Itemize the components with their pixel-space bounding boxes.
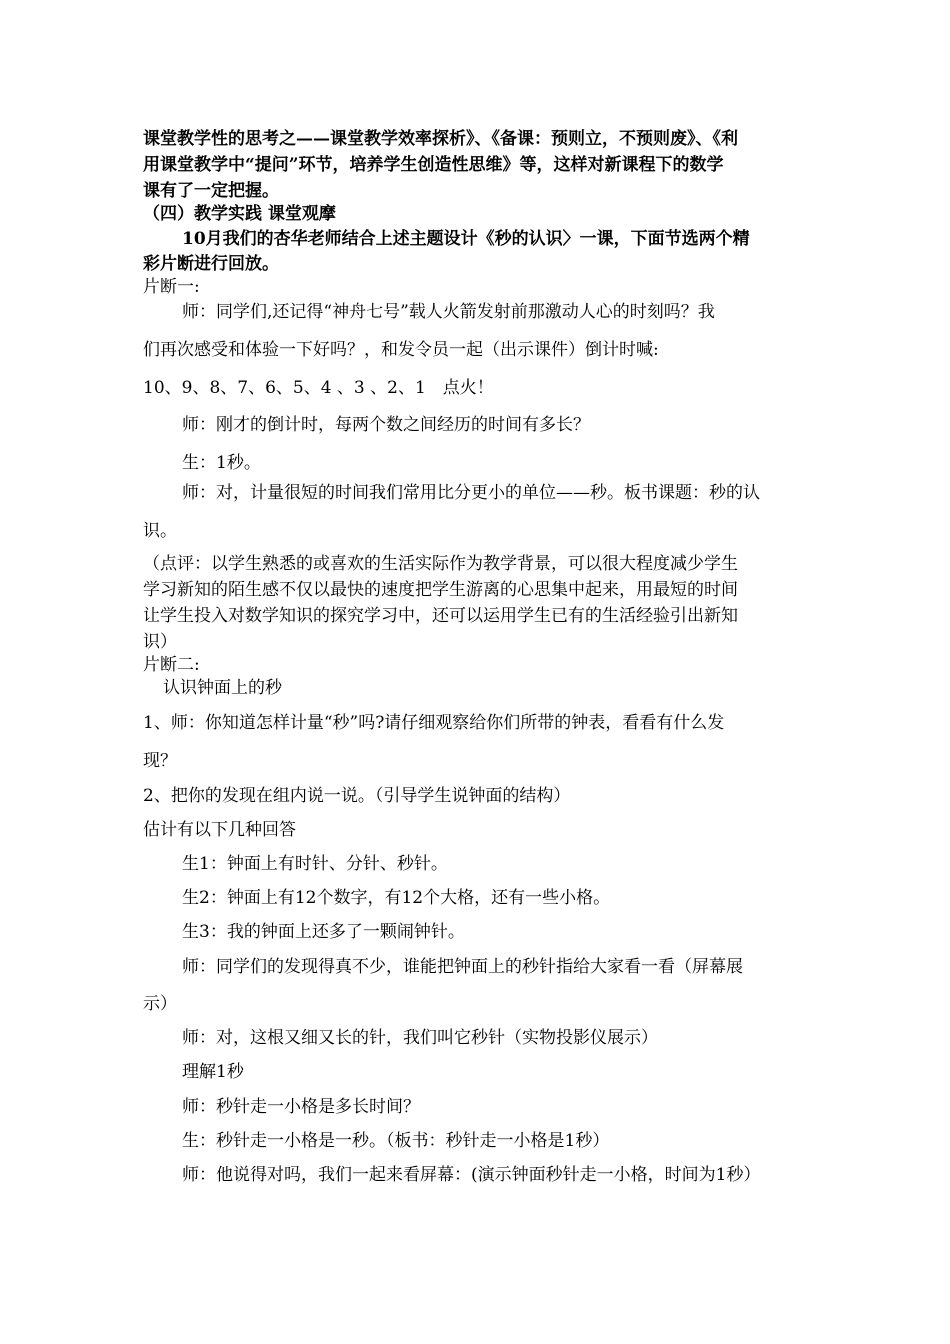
section-heading: （四）教学实践 课堂观摩 [143,204,336,224]
paragraph-line: 示） [143,994,177,1014]
paragraph-line: 师：他说得对吗，我们一起来看屏幕：(演示钟面秒针走一小格，时间为1秒） [182,1165,761,1185]
paragraph-line: 课有了一定把握。 [143,181,279,201]
fragment-heading: 片断一: [143,277,200,297]
paragraph-line: 们再次感受和体验一下好吗？，和发令员一起（出示课件）倒计时喊: [143,340,659,360]
subheading: 理解1秒 [182,1062,244,1082]
comment-line: （点评：以学生熟悉的或喜欢的生活实际作为教学背景，可以很大程度减少学生 [143,554,738,574]
answer-line: 生3：我的钟面上还多了一颗闹钟针。 [182,922,465,942]
paragraph-line: 师：对，这根又细又长的针，我们叫它秒针（实物投影仪展示） [182,1028,658,1048]
answer-line: 生1：钟面上有时针、分针、秒针。 [182,854,448,874]
paragraph-line: 师：秒针走一小格是多长时间？ [182,1097,420,1117]
paragraph-line: 师：刚才的倒计时，每两个数之间经历的时间有多长？ [182,415,590,435]
paragraph-line: 1、师：你知道怎样计量“秒”吗?请仔细观察给你们所带的钟表，看看有什么发 [143,713,725,733]
subheading: 认识钟面上的秒 [163,678,282,698]
fragment-heading: 片断二: [143,655,200,675]
paragraph-line: 估计有以下几种回答 [143,820,296,840]
comment-line: 识） [143,632,177,652]
paragraph-line: 2、把你的发现在组内说一说。（引导学生说钟面的结构） [143,786,571,806]
comment-line: 让学生投入对数学知识的探究学习中，还可以运用学生已有的生活经验引出新知 [143,606,738,626]
paragraph-line: 彩片断进行回放。 [143,254,279,274]
paragraph-line: 师：同学们,还记得“神舟七号”载人火箭发射前那激动人心的时刻吗？我 [182,302,715,322]
answer-line: 生2：钟面上有12个数字，有12个大格，还有一些小格。 [182,888,611,908]
paragraph-line: 10月我们的杏华老师结合上述主题设计《秒的认识〉一课，下面节选两个精 [182,229,750,249]
paragraph-line: 师：对，计量很短的时间我们常用比分更小的单位——秒。板书课题：秒的认 [182,483,760,503]
paragraph-line: 师：同学们的发现得真不少，谁能把钟面上的秒针指给大家看一看（屏幕展 [182,957,743,977]
paragraph-line: 课堂教学性的思考之——课堂教学效率探析》、《备课：预则立，不预则废》、《利 [143,129,738,149]
paragraph-line: 生：1秒。 [182,453,261,473]
paragraph-line: 用课堂教学中“提问”环节，培养学生创造性思维》等，这样对新课程下的数学 [143,155,724,175]
paragraph-line: 生：秒针走一小格是一秒。（板书：秒针走一小格是1秒） [182,1131,610,1151]
paragraph-line: 识。 [143,521,177,541]
paragraph-line: 现？ [143,751,177,771]
countdown-line: 10、9、8、7、6、5、4 、3 、2、1 点火！ [143,378,494,398]
comment-line: 学习新知的陌生感不仅以最快的速度把学生游离的心思集中起来，用最短的时间 [143,580,738,600]
